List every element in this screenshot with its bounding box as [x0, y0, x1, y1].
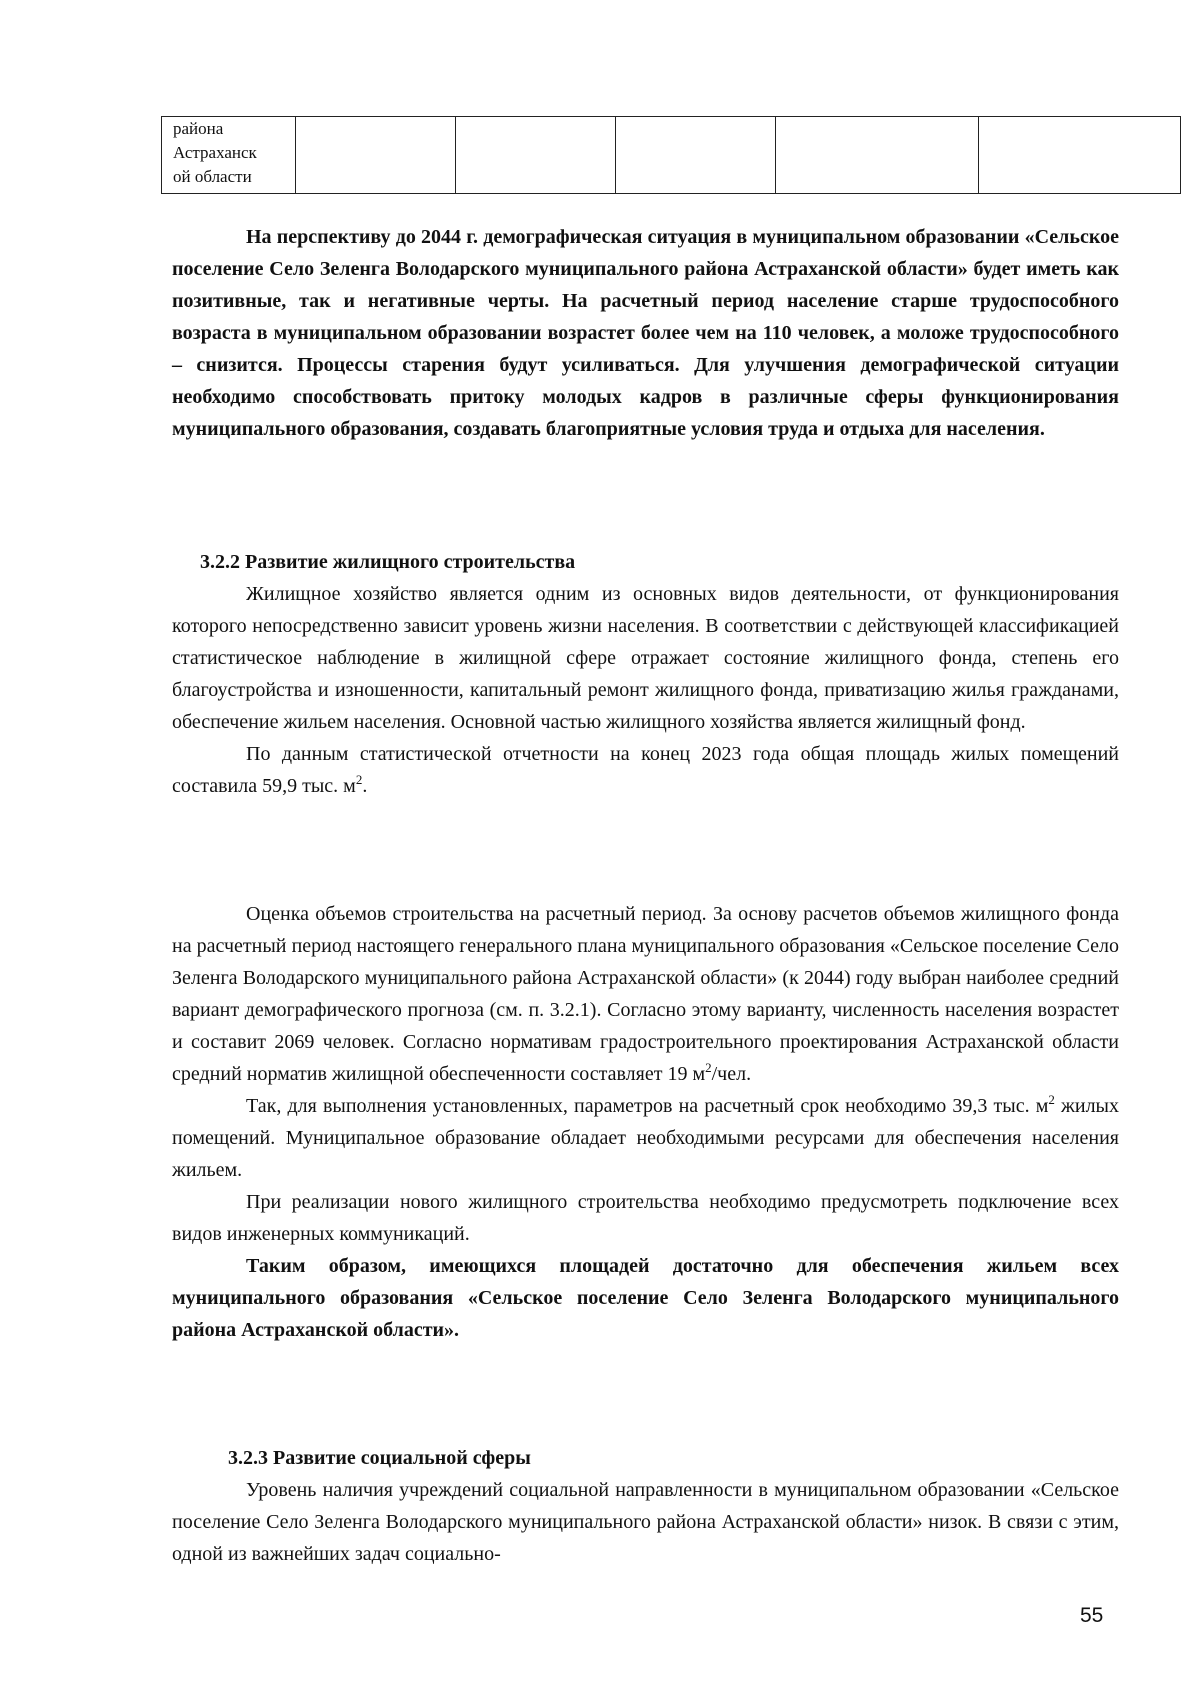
table-cell-empty — [616, 117, 776, 194]
table-cell-region — [162, 117, 296, 194]
housing-section-part1 — [172, 578, 1119, 802]
housing-paragraph-4-end: жилых помещений. Муниципальное образование обладает необходимыми ресурсами для обеспечения населения жильем. — [172, 1095, 1119, 1181]
section-heading-housing: 3.2.2 Развитие жилищного строительства — [200, 551, 576, 573]
table-cell-empty — [979, 117, 1181, 194]
housing-paragraph-4 — [172, 1090, 1119, 1186]
housing-paragraph-2-end: . — [362, 775, 368, 797]
housing-section-part2 — [172, 898, 1119, 1346]
table-row — [162, 117, 1181, 194]
superscript: 2 — [1048, 1092, 1055, 1107]
superscript: 2 — [355, 772, 363, 787]
housing-paragraph-2 — [172, 738, 1119, 802]
table-fragment — [161, 116, 1181, 194]
housing-paragraph-3-end: /чел. — [711, 1063, 752, 1085]
housing-paragraph-2-text: По данным статистической отчетности на конец 2023 года общая площадь жилых помещений составила 59,9 тыс. м — [172, 743, 1119, 797]
table-cell-empty — [296, 117, 456, 194]
housing-paragraph-4-text: Так, для выполнения установленных, параметров на расчетный срок необходимо 39,3 тыс. м — [246, 1095, 1049, 1117]
housing-paragraph-5: При реализации нового жилищного строительства необходимо предусмотреть подключение всех видов инженерных коммуникаций. — [172, 1191, 1119, 1245]
housing-paragraph-3-text: Оценка объемов строительства на расчетный период. За основу расчетов объемов жилищного фонда на расчетный период настоящего генерального плана муниципального образования «Сельское поселение Село Зеленга Володарского муниципального района Астраханской области» (к 2044) году выбран наиболее средний вариант демографического прогноза (см. п. 3.2.1). Согласно этому варианту, численность населения возрастет и составит 2069 человек. Согласно нормативам градостроительного проектирования Астраханской области средний норматив жилищной обеспеченности составляет 19 м — [172, 903, 1119, 1085]
intro-bold-paragraph: На перспективу до 2044 г. демографическая ситуация в муниципальном образовании «Сельское поселение Село Зеленга Володарского муниципального района Астраханской области» будет иметь как позитивные, так и негативные черты. На расчетный период население старше трудоспособного возраста в муниципальном образовании возрастет более чем на 110 человек, а моложе трудоспособного – снизится. Процессы старения будут усиливаться. Для улучшения демографической ситуации необходимо способствовать притоку молодых кадров в различные сферы функционирования муниципального образования, создавать благоприятные условия труда и отдыха для населения. — [172, 226, 1119, 440]
section-heading-social: 3.2.3 Развитие социальной сферы — [228, 1447, 531, 1469]
demographic-conclusion — [172, 221, 1119, 445]
page-number: 55 — [1080, 1604, 1104, 1627]
social-paragraph-1: Уровень наличия учреждений социальной направленности в муниципальном образовании «Сельское поселение Село Зеленга Володарского муниципального района Астраханской области» низок. В связи с этим, одной из важнейших задач социально- — [172, 1479, 1119, 1565]
superscript: 2 — [705, 1060, 712, 1075]
housing-paragraph-3 — [172, 898, 1119, 1090]
cell-text-line: ой области — [173, 167, 252, 186]
cell-text-line: района — [173, 119, 224, 138]
table-cell-empty — [456, 117, 616, 194]
housing-conclusion-bold: Таким образом, имеющихся площадей достаточно для обеспечения жильем всех муниципального образования «Сельское поселение Село Зеленга Володарского муниципального района Астраханской области». — [172, 1255, 1119, 1341]
table-cell-empty — [776, 117, 979, 194]
social-section — [172, 1474, 1119, 1570]
housing-paragraph-1: Жилищное хозяйство является одним из основных видов деятельности, от функционирования которого непосредственно зависит уровень жизни населения. В соответствии с действующей классификацией статистическое наблюдение в жилищной сфере отражает состояние жилищного фонда, степень его благоустройства и изношенности, капитальный ремонт жилищного фонда, приватизацию жилья гражданами, обеспечение жильем населения. Основной частью жилищного хозяйства является жилищный фонд. — [172, 583, 1119, 733]
cell-text-line: Астраханск — [173, 143, 257, 162]
